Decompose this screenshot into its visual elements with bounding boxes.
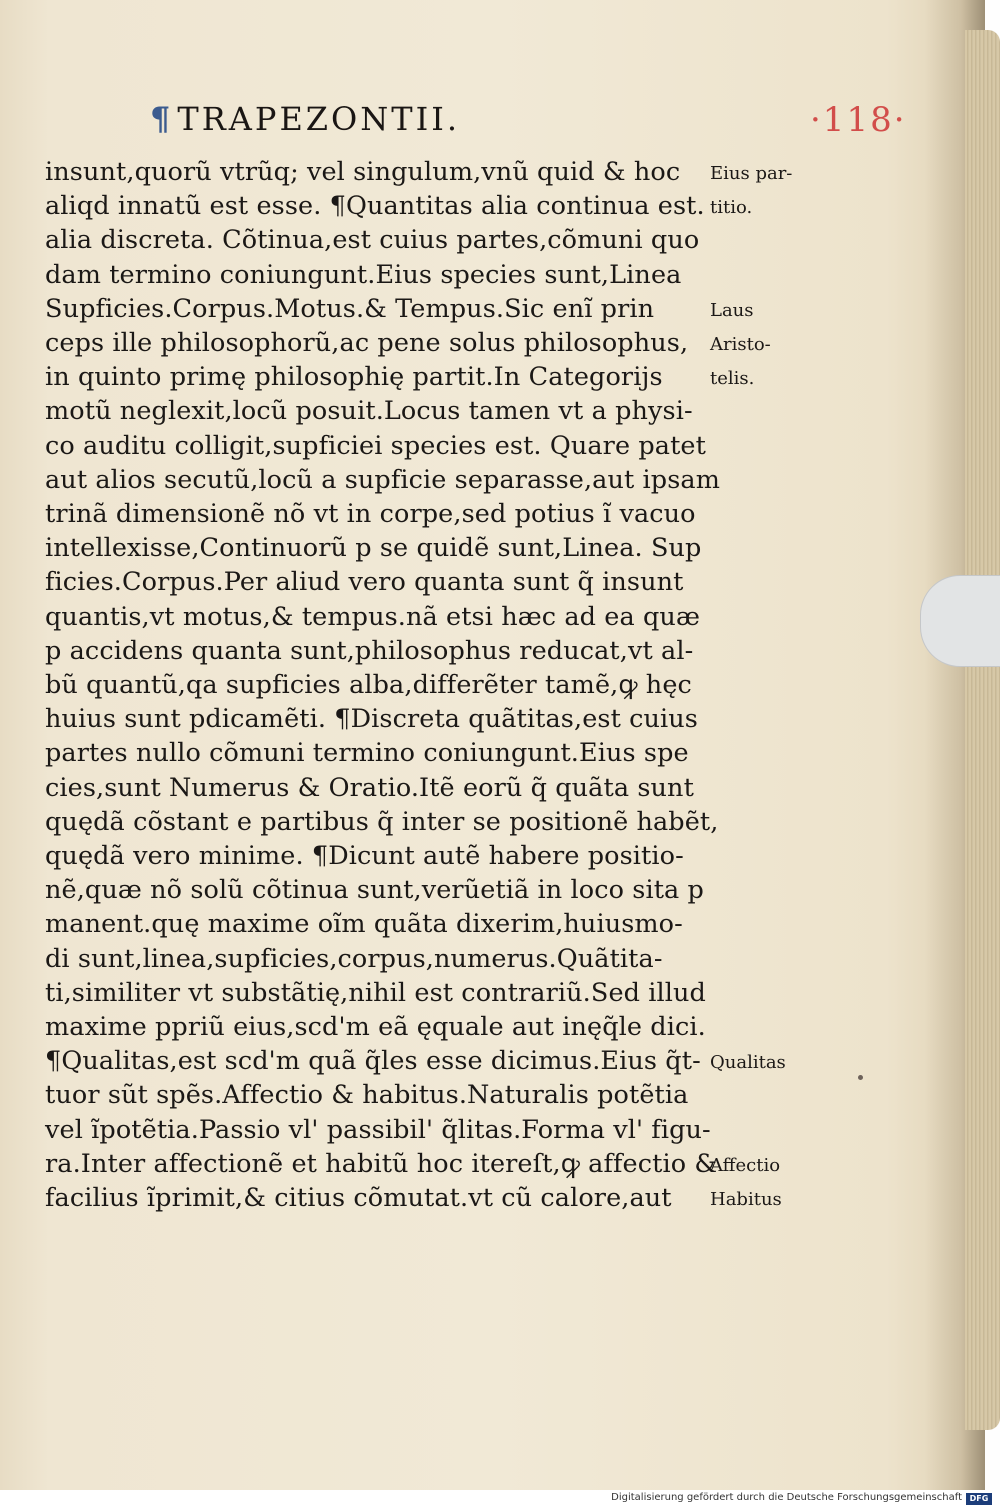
folio-number: ·118· [810,100,907,140]
text-line: manent.quę maxime oĩm quãta dixerim,huiusmo- [45,909,683,940]
margin-note: Affectio [710,1154,781,1176]
text-line: aliqd innatũ est esse. ¶Quantitas alia continua est. [45,191,705,222]
dfg-logo: DFG [966,1493,992,1505]
text-line: tuor sũt spẽs.Affectio & habitus.Naturalis potẽtia [45,1080,689,1111]
margin-note: Eius par- [710,163,793,184]
header-initial-ornament: ¶ [150,100,174,138]
margin-note: Aristo- [710,334,771,355]
margin-note: Habitus [710,1189,782,1210]
text-line: cies,sunt Numerus & Oratio.Itẽ eorũ q̃ quãta sunt [45,772,694,803]
page-header [150,100,930,150]
text-line: nẽ,quæ nõ solũ cõtinua sunt,verũetiã in loco sita p [45,875,704,906]
text-line: trinã dimensionẽ nõ vt in corpe,sed potius ĩ vacuo [45,499,696,530]
margin-note: titio. [710,197,753,219]
text-line: ficies.Corpus.Per aliud vero quanta sunt q̃ insunt [45,567,684,598]
running-title-text: TRAPEZONTII. [177,100,461,138]
margin-note: Laus [710,299,754,321]
text-line: quędã cõstant e partibus q̃ inter se positionẽ habẽt, [45,806,719,837]
text-line: alia discreta. Cõtinua,est cuius partes,cõmuni quo [45,225,700,256]
text-line: ra.Inter affectionẽ et habitũ hoc itereſt,ꝙ affectio & [45,1148,718,1179]
text-line: ceps ille philosophorũ,ac pene solus philosophus, [45,328,689,359]
footer-bar [0,1490,1000,1509]
text-line: ti,similiter vt substãtię,nihil est contrariũ.Sed illud [45,977,706,1008]
text-line: aut alios secutũ,locũ a supficie separasse,aut ipsam [45,464,720,495]
text-line: quantis,vt motus,& tempus.nã etsi hæc ad ea quæ [45,601,701,632]
text-line: vel ĩpotẽtia.Passio vl' passibil' q̃litas.Forma vl' figu- [45,1114,711,1145]
text-line: huius sunt pdicamẽti. ¶Discreta quãtitas,est cuius [45,704,698,735]
text-line: intellexisse,Continuorũ p se quidẽ sunt,Linea. Sup [45,533,702,564]
footer-credit: Digitalisierung gefördert durch die Deutsche Forschungsgemeinschaft [611,1492,962,1503]
text-line: Supficies.Corpus.Motus.& Tempus.Sic enĩ prin [45,293,655,324]
text-line: motũ neglexit,locũ posuit.Locus tamen vt a physi- [45,396,693,427]
text-line: di sunt,linea,supficies,corpus,numerus.Quãtita- [45,943,663,974]
text-line: maxime ppriũ eius,scd'm eã ęquale aut inęq̃le dici. [45,1012,706,1043]
page-clip [920,575,1000,667]
text-line: p accidens quanta sunt,philosophus reducat,vt al- [45,635,694,666]
ink-spot [858,1075,863,1080]
running-title [150,100,460,138]
text-line: quędã vero minime. ¶Dicunt autẽ habere positio- [45,841,684,872]
margin-note: Qualitas [710,1052,786,1074]
margin-note: telis. [710,368,755,390]
text-line: ¶Qualitas,est scd'm quã q̃les esse dicimus.Eius q̃t- [45,1046,701,1077]
page-edges [965,30,1000,1430]
text-line: insunt,quorũ vtrũq; vel singulum,vnũ quid & hoc [45,157,681,187]
text-line: facilius ĩprimit,& citius cõmutat.vt cũ calore,aut [45,1183,672,1214]
main-text-block [45,155,720,1215]
text-line: bũ quantũ,qa supficies alba,differẽter tamẽ,ꝙ hęc [45,670,692,701]
text-line: dam termino coniungunt.Eius species sunt,Linea [45,259,682,290]
text-line: co auditu colligit,supficiei species est. Quare patet [45,430,706,461]
text-line: partes nullo cõmuni termino coniungunt.Eius spe [45,738,689,769]
text-line: in quinto primę philosophię partit.In Categorijs [45,362,663,393]
